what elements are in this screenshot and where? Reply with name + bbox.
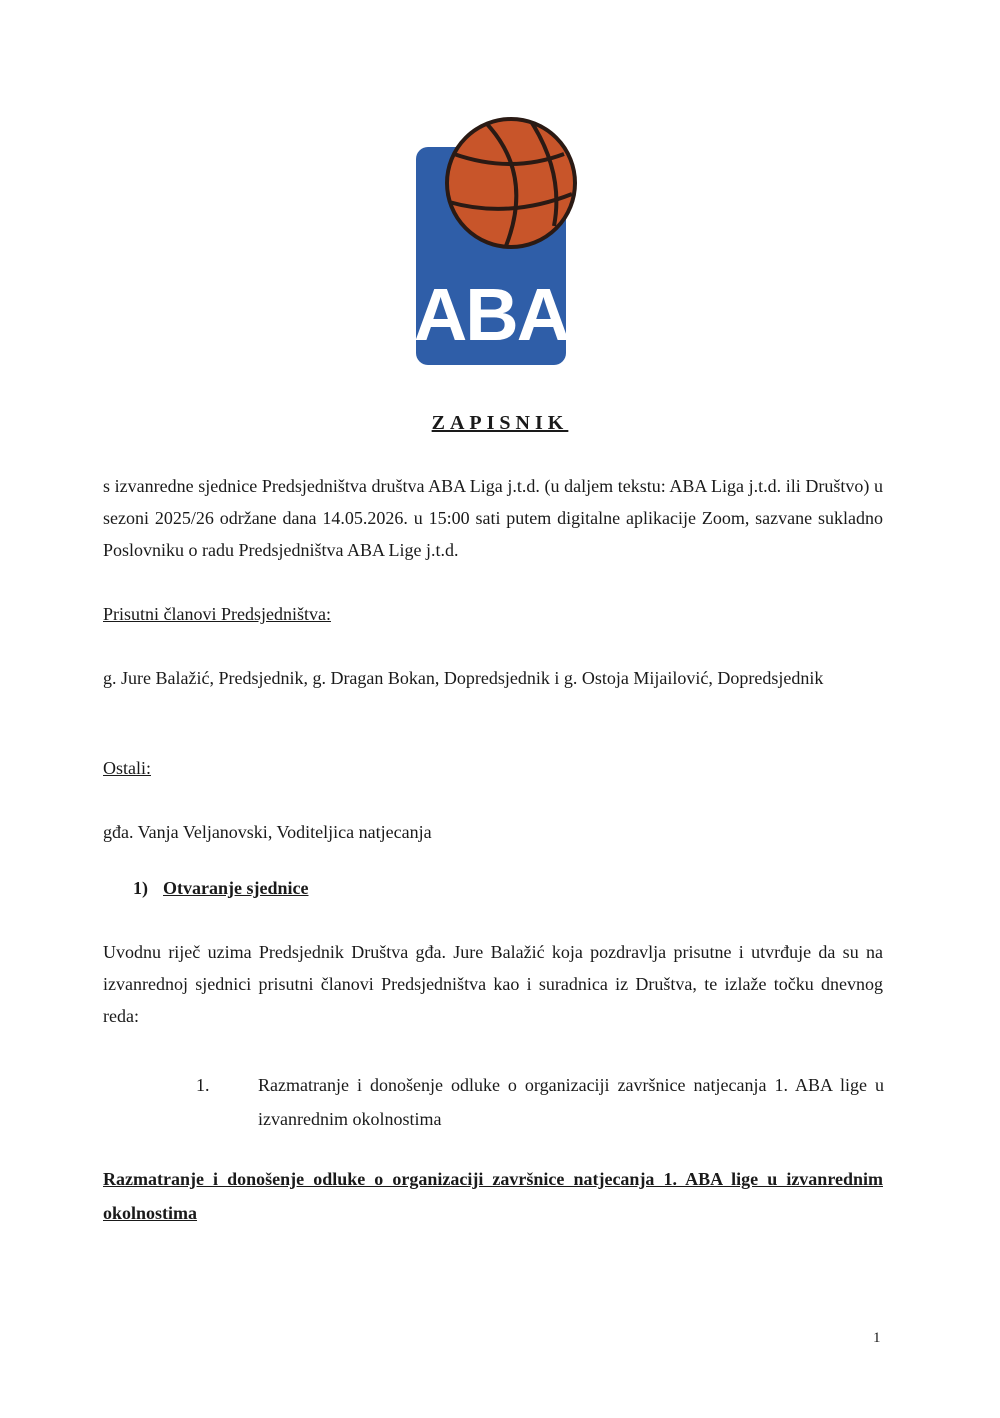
basketball-icon <box>447 119 575 247</box>
aba-logo <box>414 114 580 368</box>
section-1-title: Otvaranje sjednice <box>163 878 309 898</box>
section-1-heading <box>133 878 308 899</box>
present-members-text: g. Jure Balažić, Predsjednik, g. Dragan Bokan, Dopredsjednik i g. Ostoja Mijailović, Dopredsjednik <box>103 668 824 688</box>
aba-logo-graphic <box>414 114 580 368</box>
section-2-heading: Razmatranje i donošenje odluke o organizaciji završnice natjecanja 1. ABA lige u izvanrednim okolnostima <box>103 1169 883 1223</box>
document-title: ZAPISNIK <box>431 412 569 434</box>
others-label: Ostali: <box>103 758 151 778</box>
others-text: gđa. Vanja Veljanovski, Voditeljica natjecanja <box>103 822 432 842</box>
intro-paragraph: s izvanredne sjednice Predsjedništva društva ABA Liga j.t.d. (u daljem tekstu: ABA Liga j.t.d. ili Društvo) u sezoni 2025/26 održane dana 14.05.2026. u 15:00 sati putem digitalne aplikacije Zoom, sazvane sukladno Poslovniku o radu Predsjedništva ABA Lige j.t.d. <box>103 476 883 560</box>
agenda-item-number: 1. <box>196 1075 210 1095</box>
section-1-number: 1) <box>133 878 148 898</box>
present-members-label: Prisutni članovi Predsjedništva: <box>103 604 331 624</box>
page-number: 1 <box>873 1330 881 1346</box>
logo-text: ABA <box>414 273 569 356</box>
section-1-paragraph: Uvodnu riječ uzima Predsjednik Društva gđa. Jure Balažić koja pozdravlja prisutne i utvrđuje da su na izvanrednoj sjednici prisutni članovi Predsjedništva kao i suradnica iz Društva, te izlaže točku dnevnog reda: <box>103 942 883 1026</box>
agenda-item-text: Razmatranje i donošenje odluke o organizaciji završnice natjecanja 1. ABA lige u izvanrednim okolnostima <box>258 1075 884 1129</box>
